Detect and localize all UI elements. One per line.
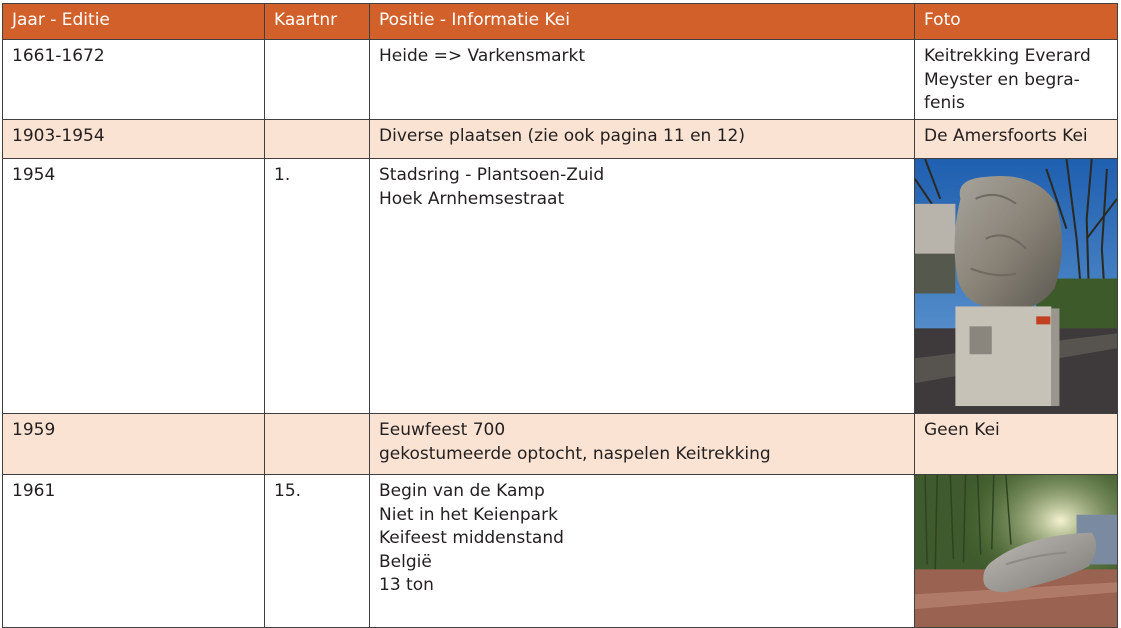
table-row xyxy=(3,40,1118,120)
table-row xyxy=(3,475,1118,628)
position-line: Diverse plaatsen (zie ook pagina 11 en 12) xyxy=(379,126,745,146)
photo-text-line: Geen Kei xyxy=(924,420,1000,440)
year-cell: 1954 xyxy=(3,159,265,414)
position-line: Hoek Arnhemsestraat xyxy=(379,188,565,209)
photo-text-line: Keitrekking Everard xyxy=(924,46,1091,66)
boulder-on-pedestal-image xyxy=(915,159,1117,413)
position-line: België xyxy=(379,551,432,572)
position-line: Heide => Varkensmarkt xyxy=(379,46,586,66)
table-row xyxy=(3,159,1118,414)
header-photo: Foto xyxy=(915,4,1118,40)
header-map-number: Kaartnr xyxy=(265,4,370,40)
photo-cell xyxy=(915,475,1118,628)
photo-text-line: De Amersfoorts Kei xyxy=(924,126,1088,146)
header-position-info: Positie - Informatie Kei xyxy=(370,4,915,40)
boulder-in-park-image xyxy=(915,475,1117,627)
boulder-on-pedestal-photo xyxy=(915,159,1117,413)
photo-text-line: fenis xyxy=(924,93,965,113)
position-cell xyxy=(370,40,915,120)
kei-history-table xyxy=(2,3,1118,628)
photo-cell xyxy=(915,159,1118,414)
photo-cell xyxy=(915,414,1118,475)
map-number-cell xyxy=(265,120,370,159)
position-line: Keifeest middenstand xyxy=(379,528,564,548)
year-cell: 1661-1672 xyxy=(3,40,265,120)
header-year: Jaar - Editie xyxy=(3,4,265,40)
header-row xyxy=(3,4,1118,40)
photo-cell xyxy=(915,120,1118,159)
map-number-cell: 15. xyxy=(265,475,370,628)
year-cell: 1959 xyxy=(3,414,265,475)
boulder-in-park-photo xyxy=(915,475,1117,627)
position-cell xyxy=(370,475,915,628)
photo-cell xyxy=(915,40,1118,120)
map-number-cell: 1. xyxy=(265,159,370,414)
map-number-cell xyxy=(265,414,370,475)
table-row xyxy=(3,120,1118,159)
position-line: 13 ton xyxy=(379,575,434,595)
year-cell: 1961 xyxy=(3,475,265,628)
year-cell: 1903-1954 xyxy=(3,120,265,159)
position-line: Niet in het Keienpark xyxy=(379,504,558,525)
position-line: Begin van de Kamp xyxy=(379,481,545,501)
photo-text-line: Meyster en begra- xyxy=(924,69,1080,90)
position-cell xyxy=(370,120,915,159)
position-line: Stadsring - Plantsoen-Zuid xyxy=(379,165,605,185)
map-number-cell xyxy=(265,40,370,120)
table-row xyxy=(3,414,1118,475)
position-cell xyxy=(370,414,915,475)
position-line: gekostumeerde optocht, naspelen Keitrekking xyxy=(379,443,771,464)
position-line: Eeuwfeest 700 xyxy=(379,420,506,440)
position-cell xyxy=(370,159,915,414)
